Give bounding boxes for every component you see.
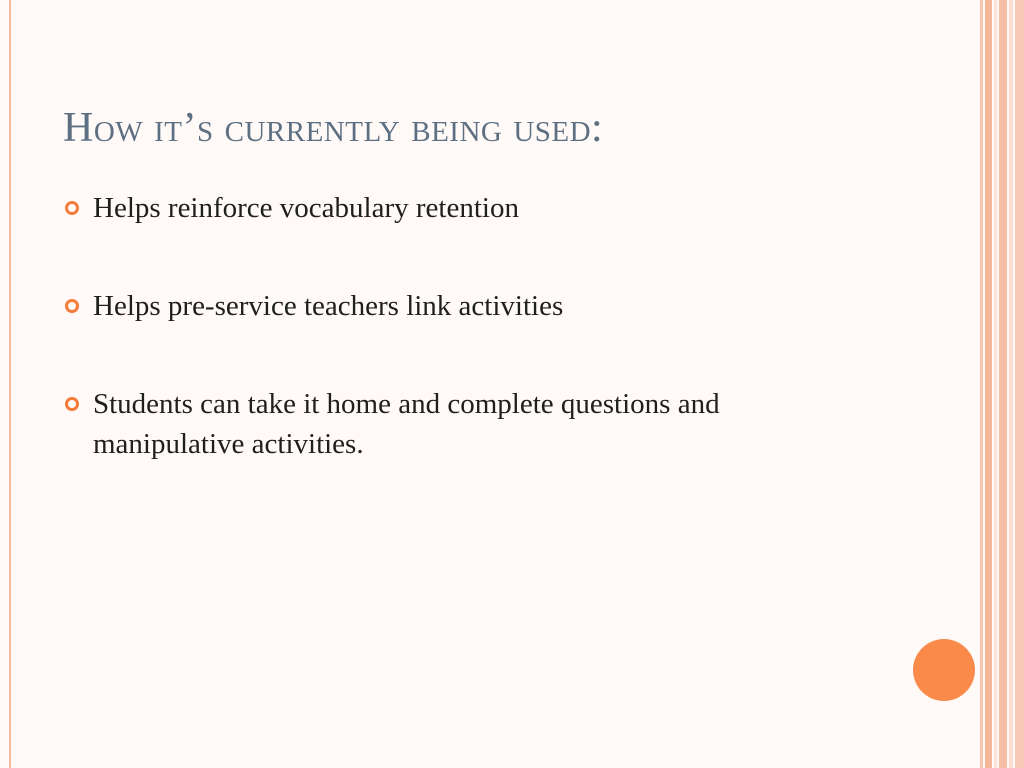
right-stripe bbox=[1015, 0, 1024, 768]
right-stripe bbox=[985, 0, 992, 768]
bullet-text: Helps pre-service teachers link activities bbox=[93, 290, 564, 322]
bullet-item bbox=[63, 286, 823, 326]
left-border-line bbox=[9, 0, 11, 768]
orange-circle-decoration bbox=[913, 639, 975, 701]
slide-title: How it’s currently being used: bbox=[63, 105, 604, 151]
ring-bullet-icon bbox=[65, 201, 79, 215]
right-stripe bbox=[1009, 0, 1013, 768]
bullet-item bbox=[63, 188, 823, 228]
right-stripe bbox=[999, 0, 1007, 768]
ring-bullet-icon bbox=[65, 397, 79, 411]
right-stripe bbox=[994, 0, 997, 768]
bullet-text: Students can take it home and complete questions and manipulative activities. bbox=[93, 388, 720, 460]
right-stripe bbox=[980, 0, 983, 768]
bullet-item bbox=[63, 384, 823, 464]
bullet-list bbox=[63, 188, 823, 522]
bullet-text: Helps reinforce vocabulary retention bbox=[93, 192, 519, 224]
ring-bullet-icon bbox=[65, 299, 79, 313]
